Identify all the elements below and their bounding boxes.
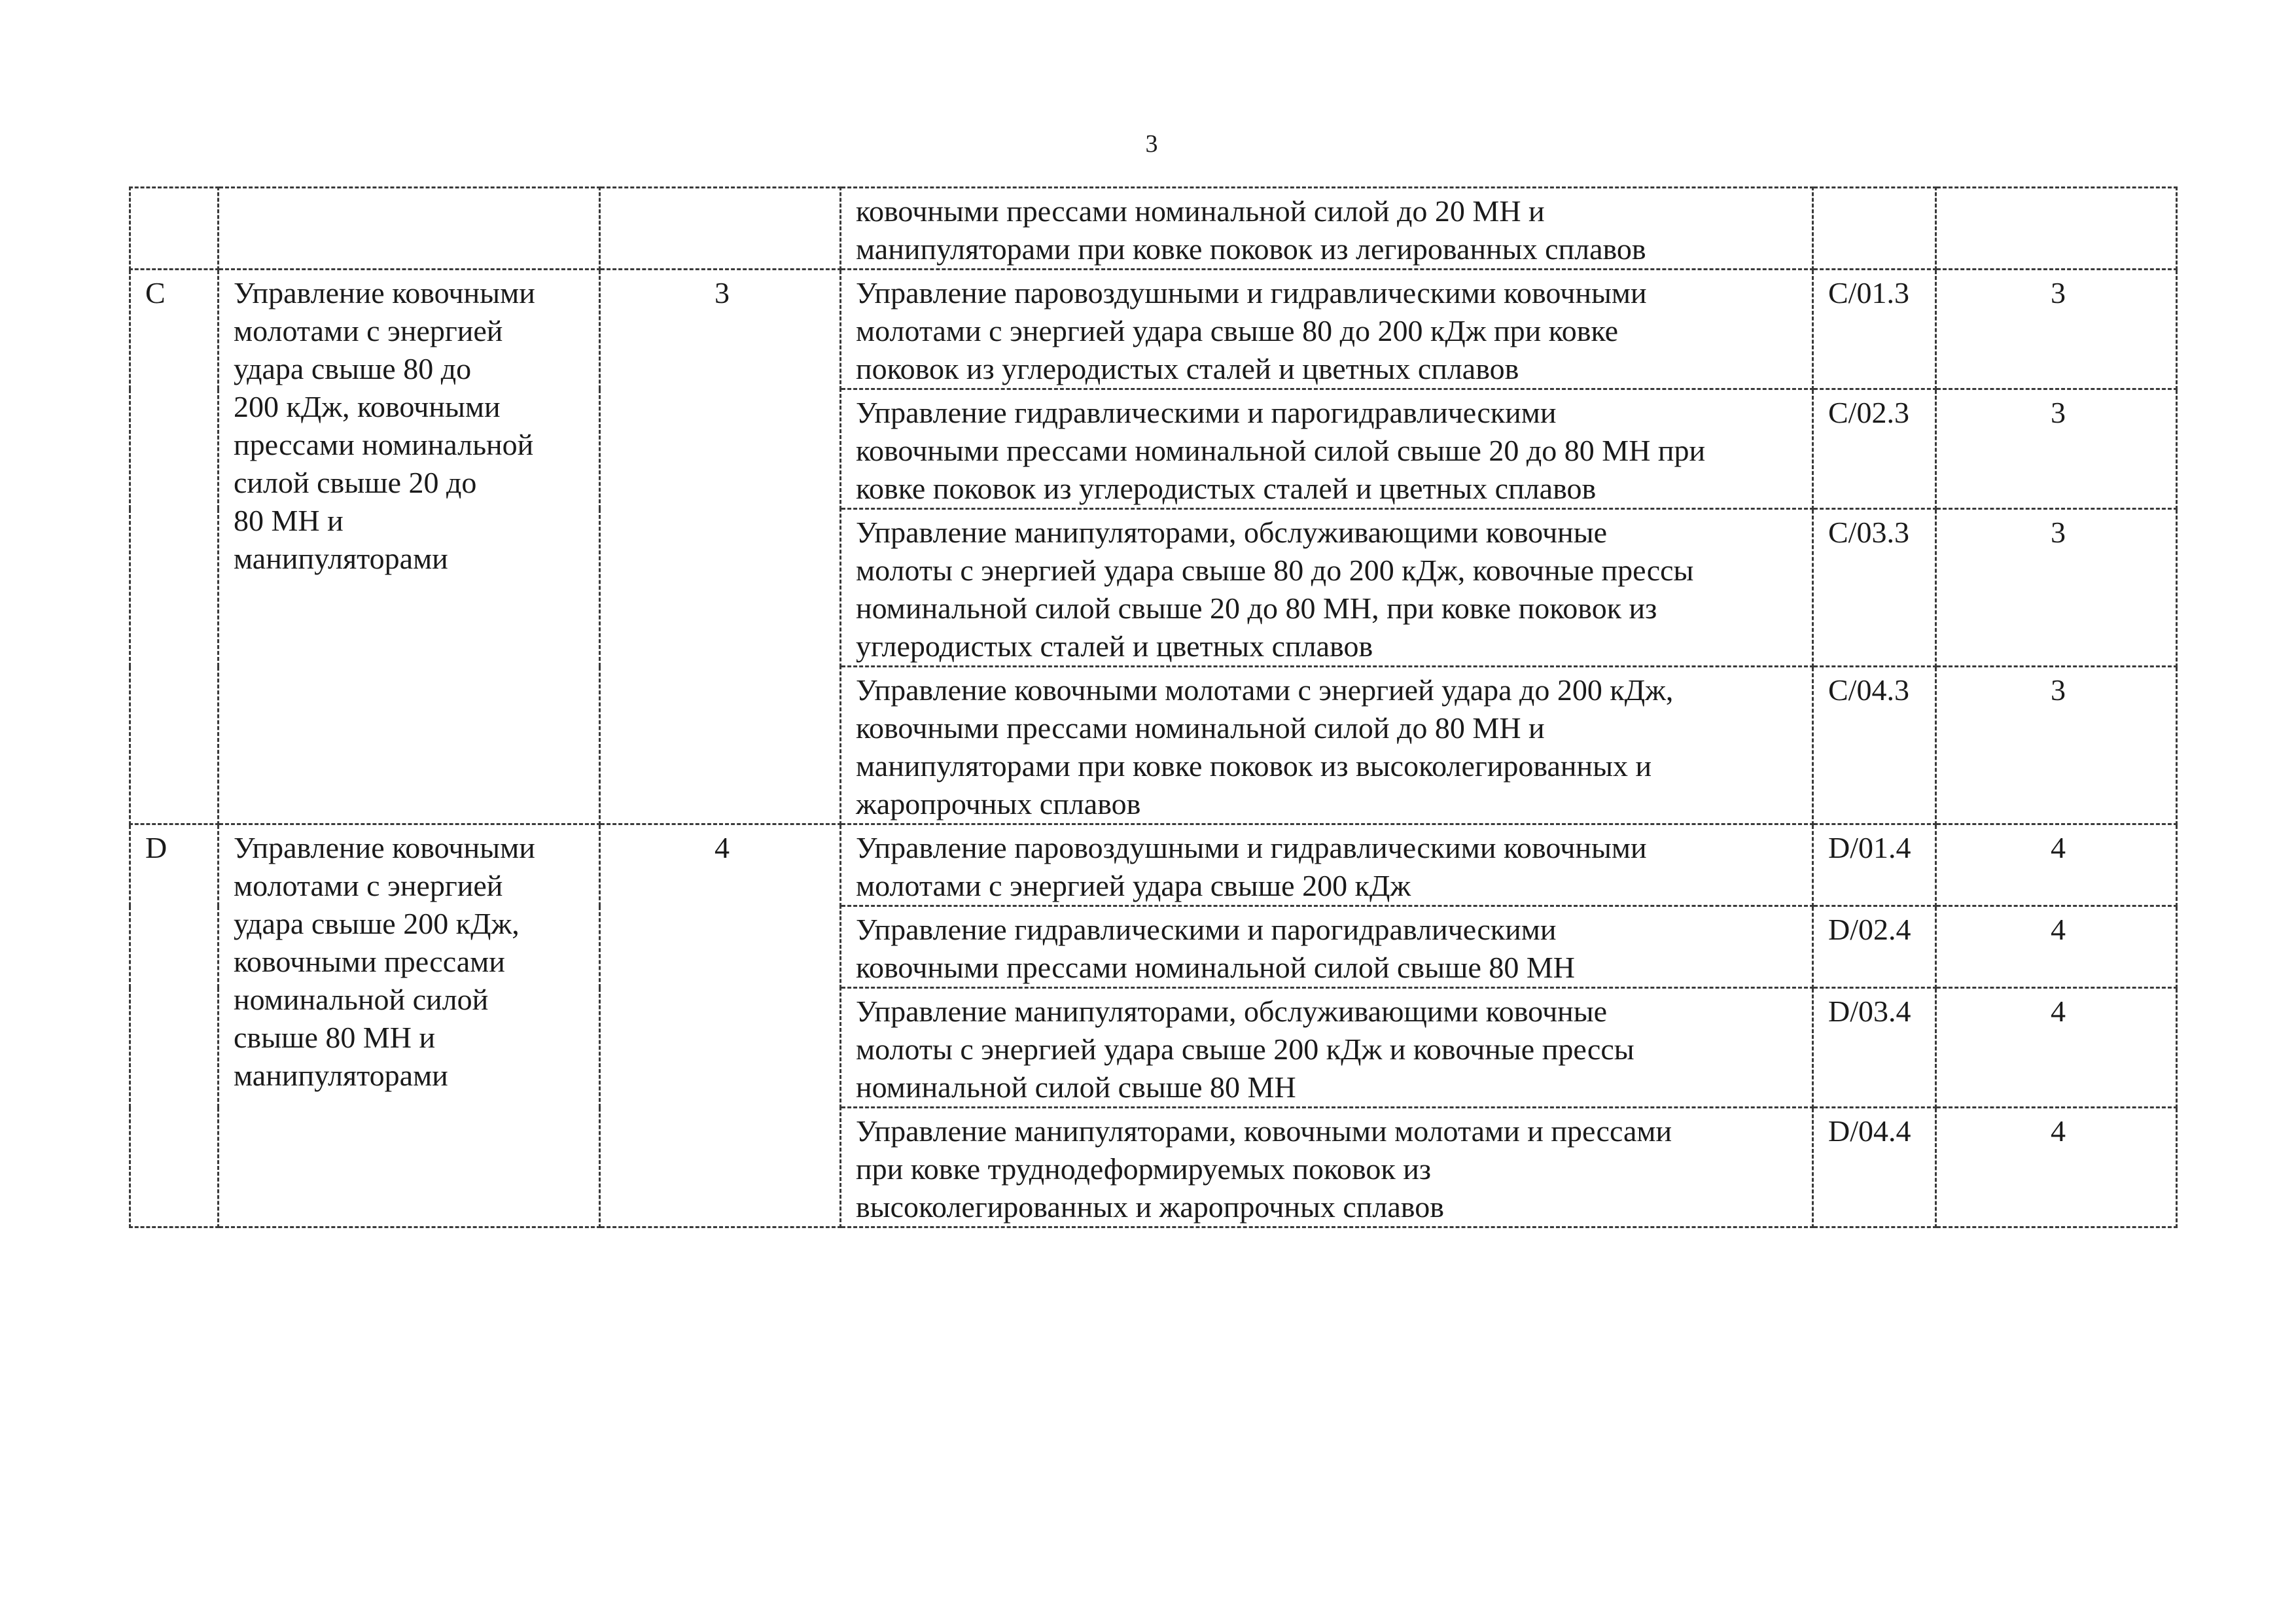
cell-empty <box>600 188 841 270</box>
functions-table <box>129 186 2178 1228</box>
function-name-cell: Управление гидравлическими и парогидравлическими ковочными прессами номинальной силой свыше 80 МН <box>841 906 1813 988</box>
function-name-cell: Управление гидравлическими и парогидравлическими ковочными прессами номинальной силой свыше 20 до 80 МН при ковке поковок из углеродистых сталей и цветных сплавов <box>841 389 1813 509</box>
generalized-function-code-cell: C <box>130 270 219 824</box>
sublevel-cell: 3 <box>1936 667 2177 824</box>
generalized-function-name-cell: Управление ковочными молотами с энергией удара свыше 200 кДж, ковочными прессами номинальной силой свыше 80 МН и манипуляторами <box>219 824 600 1227</box>
cell-empty <box>1936 188 2177 270</box>
sublevel-cell: 3 <box>1936 270 2177 389</box>
function-code-cell: D/03.4 <box>1813 988 1936 1108</box>
function-name-cell: ковочными прессами номинальной силой до 20 МН и манипуляторами при ковке поковок из легированных сплавов <box>841 188 1813 270</box>
qualification-level-cell: 3 <box>600 270 841 824</box>
page-number: 3 <box>1145 130 1158 158</box>
function-name-cell: Управление манипуляторами, обслуживающими ковочные молоты с энергией удара свыше 200 кДж и ковочные прессы номинальной силой свыше 80 МН <box>841 988 1813 1108</box>
generalized-function-name-cell: Управление ковочными молотами с энергией удара свыше 80 до 200 кДж, ковочными прессами номинальной силой свыше 20 до 80 МН и манипуляторами <box>219 270 600 824</box>
function-code-cell: C/03.3 <box>1813 509 1936 667</box>
table-row <box>130 270 2177 389</box>
cell-empty <box>130 188 219 270</box>
function-code-cell: D/04.4 <box>1813 1108 1936 1227</box>
table-row <box>130 824 2177 906</box>
sublevel-cell: 4 <box>1936 824 2177 906</box>
sublevel-cell: 4 <box>1936 1108 2177 1227</box>
function-code-cell: C/04.3 <box>1813 667 1936 824</box>
function-name-cell: Управление паровоздушными и гидравлическими ковочными молотами с энергией удара свыше 80 до 200 кДж при ковке поковок из углеродистых сталей и цветных сплавов <box>841 270 1813 389</box>
cell-empty <box>1813 188 1936 270</box>
function-code-cell: C/02.3 <box>1813 389 1936 509</box>
sublevel-cell: 3 <box>1936 509 2177 667</box>
function-name-cell: Управление манипуляторами, ковочными молотами и прессами при ковке труднодеформируемых поковок из высоколегированных и жаропрочных сплавов <box>841 1108 1813 1227</box>
function-name-cell: Управление паровоздушными и гидравлическими ковочными молотами с энергией удара свыше 200 кДж <box>841 824 1813 906</box>
function-name-cell: Управление манипуляторами, обслуживающими ковочные молоты с энергией удара свыше 80 до 200 кДж, ковочные прессы номинальной силой свыше 20 до 80 МН, при ковке поковок из углеродистых сталей и цветных сплавов <box>841 509 1813 667</box>
generalized-function-code-cell: D <box>130 824 219 1227</box>
function-code-cell: D/01.4 <box>1813 824 1936 906</box>
function-code-cell: C/01.3 <box>1813 270 1936 389</box>
function-name-cell: Управление ковочными молотами с энергией удара до 200 кДж, ковочными прессами номинальной силой до 80 МН и манипуляторами при ковке поковок из высоколегированных и жаропрочных сплавов <box>841 667 1813 824</box>
function-code-cell: D/02.4 <box>1813 906 1936 988</box>
table-row-continuation <box>130 188 2177 270</box>
sublevel-cell: 3 <box>1936 389 2177 509</box>
sublevel-cell: 4 <box>1936 906 2177 988</box>
qualification-level-cell: 4 <box>600 824 841 1227</box>
cell-empty <box>219 188 600 270</box>
sublevel-cell: 4 <box>1936 988 2177 1108</box>
